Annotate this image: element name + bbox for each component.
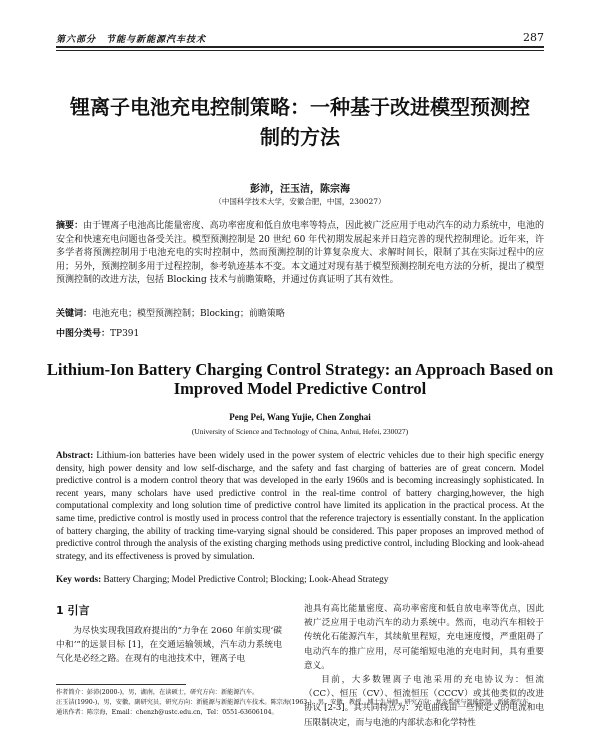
footnote-line: 作者简介：彭沛(2000-)，男，湖南，在读硕士，研究方向：新能源汽车。 <box>56 689 259 696</box>
intro-paragraph-right-2: 目前，大多数锂离子电池采用的充电协议为：恒流（CC）、恒压（CV）、恒流恒压（CCCV）或其他类似的改进协议 [2-3]。其共同特点为：充电曲线由一些预定义的电流和电压限制决定，而与电池的内部状态和化学特性 <box>304 675 544 728</box>
page-number: 287 <box>523 31 544 44</box>
footnote-rule <box>56 684 186 685</box>
classification-number <box>56 326 544 339</box>
english-affiliation: (University of Science and Technology of China, Anhui, Hefei, 230027) <box>191 427 409 436</box>
header-rule-thin <box>56 50 544 51</box>
english-keywords-label: Key words: <box>56 574 102 584</box>
chinese-affiliation: （中国科学技术大学，安徽合肥，中国，230027） <box>214 197 386 206</box>
intro-paragraph-left: 为尽快实现我国政府提出的“力争在 2060 年前实现‘碳中和’”的远景目标 [1]，在交通运输领域，汽车动力系统电气化是必经之路。在现有的电池技术中，锂离子电 <box>56 626 282 665</box>
header-rule <box>56 46 544 48</box>
body-right-column <box>304 602 544 730</box>
english-abstract-label: Abstract: <box>56 450 94 460</box>
classification-value: TP391 <box>110 329 140 339</box>
english-authors: Peng Pei, Wang Yujie, Chen Zonghai <box>229 412 371 422</box>
running-header <box>56 30 544 46</box>
english-title: Lithium-Ion Battery Charging Control Strategy: an Approach Based on Improved Model Predictive Control <box>46 360 554 398</box>
english-abstract-text: Lithium-ion batteries have been widely used in the power system of electric vehicles due to their high specific energy density, high power density and low self-discharge, and the safety and fast charging of batteries are of great concern. Model predictive control is a modern control theory that was developed in the early 1960s and is becoming increasingly sophisticated. In recent years, many scholars have used predictive control in the real-time control of battery charging,however, the high computational complexity and long solution time of predictive control have limited its application in the practical process. At the same time, predictive control is mostly used in process control that the reference trajectory is essentially constant. In the application of battery charging, the ability of tracking time-varying signal should be considered. This paper proposes an improved method of predictive control through the analysis of the existing charging methods using predictive control, including Blocking and look-ahead strategy, and its effectiveness is proved by simulation. <box>56 450 545 561</box>
intro-paragraph-right-1: 池具有高比能量密度、高功率密度和低自放电率等优点，因此被广泛应用于电动汽车的动力系统中。然而，电动汽车相较于传统化石能源汽车，其续航里程短，充电速度慢，严重阻碍了电动汽车的推广应用，尽可能缩短电池的充电时间，具有重要意义。 <box>304 604 544 671</box>
section-heading-intro: 1 引言 <box>56 604 90 617</box>
chinese-authors: 彭沛，汪玉洁，陈宗海 <box>250 184 350 195</box>
english-keywords-text: Battery Charging; Model Predictive Control; Blocking; Look-Ahead Strategy <box>103 574 389 584</box>
english-abstract <box>56 449 544 562</box>
chinese-abstract-text: 由于锂离子电池高比能量密度、高功率密度和低自放电率等特点，因此被广泛应用于电动汽车的动力系统中，电池的安全和快速充电问题也备受关注。模型预测控制是 20 世纪 60 年代初期发展起来并日趋完善的现代控制理论。近年来，许多学者将预测控制用于电池充电的实时控制中，然而预测控制的计算复杂度大、求解时间长，限制了其在实际过程中的应用；另外，预测控制多用于过程控制，参考轨迹基本不变。本文通过对现有基于模型预测控制充电方法的分析，提出了模型预测控制的改进方法，包括 Blocking 技术与前瞻策略，并通过仿真证明了其有效性。 <box>56 221 544 286</box>
english-keywords <box>56 574 544 584</box>
chinese-keywords-label: 关键词： <box>56 309 93 319</box>
chinese-abstract-label: 摘要： <box>56 221 84 231</box>
footnote-line: 通讯作者：陈宗海，Email：chenzh@ustc.edu.cn，Tel：0551-63606104。 <box>56 709 278 716</box>
chinese-keywords-text: 电池充电；模型预测控制；Blocking；前瞻策略 <box>92 309 285 319</box>
classification-label: 中图分类号： <box>56 329 111 339</box>
body-left-column <box>56 602 282 667</box>
chinese-keywords <box>56 306 544 319</box>
running-header-section: 第六部分 节能与新能源汽车技术 <box>56 35 207 45</box>
footnote-line: 汪玉洁(1990-)，男，安徽，副研究员，研究方向：新能源与新能源汽车技术。陈宗海(1963-)，男，安徽，教授，博士生导师，研究方向：复杂系统与智能控制，新能源汽车。 <box>56 699 535 706</box>
chinese-title: 锂离子电池充电控制策略：一种基于改进模型预测控制的方法 <box>70 95 530 149</box>
chinese-abstract <box>56 220 544 288</box>
